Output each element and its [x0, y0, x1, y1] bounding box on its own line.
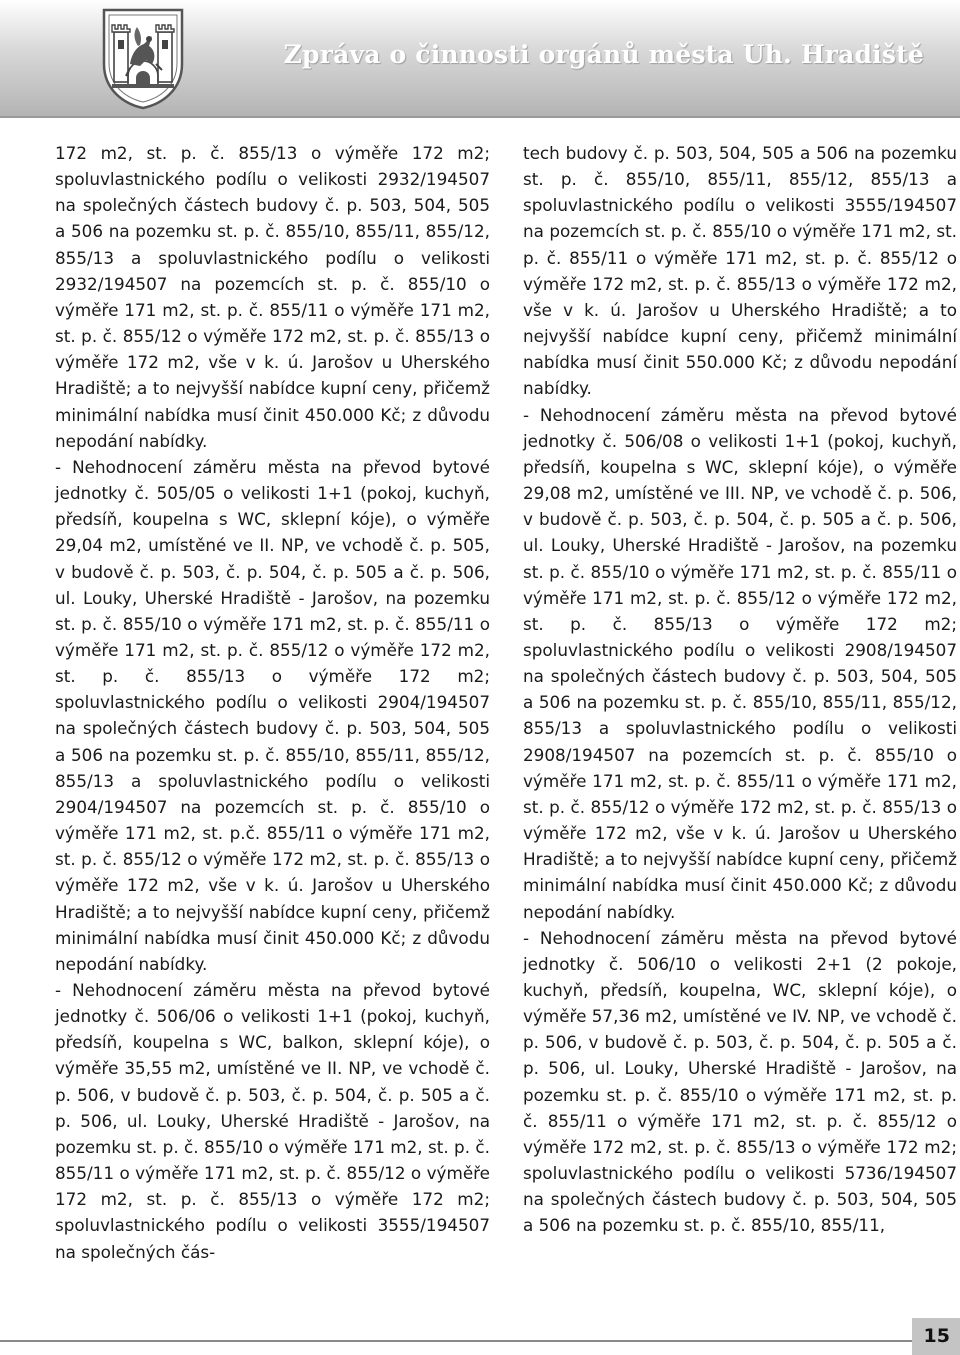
coat-of-arms-icon [100, 6, 186, 110]
left-text-column [55, 140, 490, 1265]
footer-divider [0, 1340, 912, 1342]
header-divider [0, 116, 960, 118]
page-header [0, 0, 960, 122]
paragraph: - Nehodnocení záměru města na převod bytové jednotky č. 506/08 o velikosti 1+1 (pokoj, kuchyň, předsíň, koupelna s WC, sklepní kóje), o výměře 29,08 m2, umístěné ve III. NP, ve vchodě č. p. 506, v budově č. p. 503, č. p. 504, č. p. 505 a č. p. 506, ul. Louky, Uherské Hradiště - Jarošov, na pozemku st. p. č. 855/10 o výměře 171 m2, st. p. č. 855/11 o výměře 171 m2, st. p. č. 855/12 o výměře 172 m2, st. p. č. 855/13 o výměře 172 m2; spoluvlastnického podílu o velikosti 2908/194507 na společných částech budovy č. p. 503, 504, 505 a 506 na pozemku st. p. č. 855/10, 855/11, 855/12, 855/13 a spoluvlastnického podílu o velikosti 2908/194507 na pozemcích st. p. č. 855/10 o výměře 171 m2, st. p. č. 855/11 o výměře 171 m2, st. p. č. 855/12 o výměře 172 m2, st. p. č. 855/13 o výměře 172 m2, vše v k. ú. Jarošov u Uherského Hradiště; a to nejvyšší nabídce kupní ceny, přičemž minimální nabídka musí činit 450.000 Kč; z důvodu nepodání nabídky. [523, 404, 957, 922]
page-number: 15 [923, 1325, 950, 1347]
paragraph: - Nehodnocení záměru města na převod bytové jednotky č. 506/06 o velikosti 1+1 (pokoj, kuchyň, předsíň, koupelna s WC, balkon, sklepní kóje), o výměře 35,55 m2, umístěné ve II. NP, ve vchodě č. p. 506, v budově č. p. 503, č. p. 504, č. p. 505 a č. p. 506, ul. Louky, Uherské Hradiště - Jarošov, na pozemku st. p. č. 855/10 o výměře 171 m2, st. p. č. 855/11 o výměře 171 m2, st. p. č. 855/12 o výměře 172 m2, st. p. č. 855/13 o výměře 172 m2; spoluvlastnického podílu o velikosti 3555/194507 na společných čás- [55, 980, 490, 1262]
paragraph: 172 m2, st. p. č. 855/13 o výměře 172 m2; spoluvlastnického podílu o velikosti 2932/194507 na společných částech budovy č. p. 503, 504, 505 a 506 na pozemku st. p. č. 855/10, 855/11, 855/12, 855/13 a spoluvlastnického podílu o velikosti 2932/194507 na pozemcích st. p. č. 855/10 o výměře 171 m2, st. p. č. 855/11 o výměře 171 m2, st. p. č. 855/12 o výměře 172 m2, st. p. č. 855/13 o výměře 172 m2, vše v k. ú. Jarošov u Uherského Hradiště; a to nejvyšší nabídce kupní ceny, přičemž minimální nabídka musí činit 450.000 Kč; z důvodu nepodání nabídky. [55, 143, 490, 451]
paragraph: - Nehodnocení záměru města na převod bytové jednotky č. 505/05 o velikosti 1+1 (pokoj, kuchyň, předsíň, koupelna s WC, sklepní kóje), o výměře 29,04 m2, umístěné ve II. NP, ve vchodě č. p. 505, v budově č. p. 503, č. p. 504, č. p. 505 a č. p. 506, ul. Louky, Uherské Hradiště - Jarošov, na pozemku st. p. č. 855/10 o výměře 171 m2, st. p. č. 855/11 o výměře 171 m2, st. p. č. 855/12 o výměře 172 m2, st. p. č. 855/13 o výměře 172 m2; spoluvlastnického podílu o velikosti 2904/194507 na společných částech budovy č. p. 503, 504, 505 a 506 na pozemku st. p. č. 855/10, 855/11, 855/12, 855/13 a spoluvlastnického podílu o velikosti 2904/194507 na pozemcích st. p. č. 855/10 o výměře 171 m2, st. p.č. 855/11 o výměře 171 m2, st. p. č. 855/12 o výměře 172 m2, st. p. č. 855/13 o výměře 172 m2, vše v k. ú. Jarošov u Uherského Hradiště; a to nejvyšší nabídce kupní ceny, přičemž minimální nabídka musí činit 450.000 Kč; z důvodu nepodání nabídky. [55, 456, 490, 974]
paragraph: tech budovy č. p. 503, 504, 505 a 506 na pozemku st. p. č. 855/10, 855/11, 855/12, 855/13 a spoluvlastnického podílu o velikosti 3555/194507 na pozemcích st. p. č. 855/10 o výměře 171 m2, st. p. č. 855/11 o výměře 171 m2, st. p. č. 855/12 o výměře 172 m2, st. p. č. 855/13 o výměře 172 m2, vše v k. ú. Jarošov u Uherského Hradiště; a to nejvyšší nabídce kupní ceny, přičemž minimální nabídka musí činit 550.000 Kč; z důvodu nepodání nabídky. [523, 143, 957, 399]
document-title: Zpráva o činnosti orgánů města Uh. Hradiště [283, 40, 924, 69]
page-number-box [912, 1318, 960, 1355]
paragraph: - Nehodnocení záměru města na převod bytové jednotky č. 506/10 o velikosti 2+1 (2 pokoje, kuchyň, předsíň, koupelna, WC, sklepní kóje), o výměře 57,36 m2, umístěné ve IV. NP, ve vchodě č. p. 506, v budově č. p. 503, č. p. 504, č. p. 505 a č. p. 506, ul. Louky, Uherské Hradiště - Jarošov, na pozemku st. p. č. 855/10 o výměře 171 m2, st. p. č. 855/11 o výměře 171 m2, st. p. č. 855/12 o výměře 172 m2, st. p. č. 855/13 o výměře 172 m2; spoluvlastnického podílu o velikosti 5736/194507 na společných částech budovy č. p. 503, 504, 505 a 506 na pozemku st. p. č. 855/10, 855/11, [523, 927, 957, 1236]
right-text-column [523, 140, 957, 1239]
